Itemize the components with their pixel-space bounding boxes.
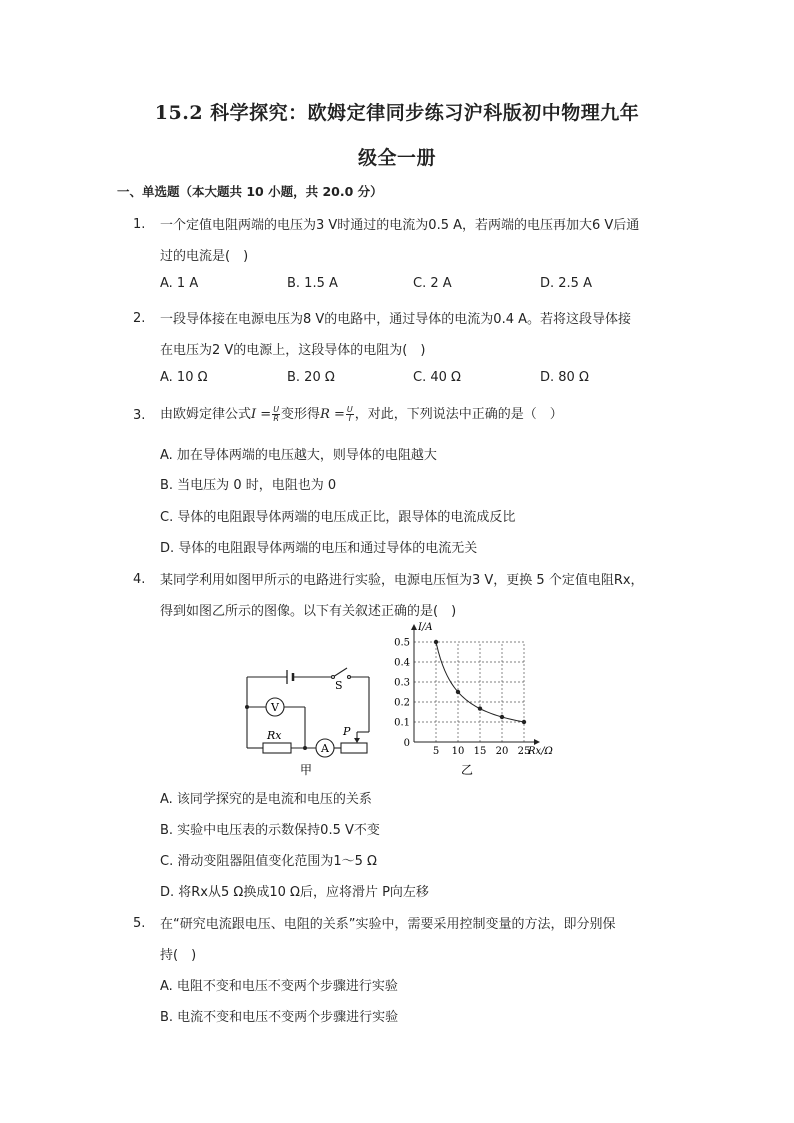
y-tick-label-3: 0.4 [394, 657, 410, 669]
doc-title-line1: 15.2 科学探究：欧姆定律同步练习沪科版初中物理九年 [154, 102, 640, 124]
question-1-number: 1. [133, 217, 146, 232]
question-5-option-a: A. 电阻不变和电压不变两个步骤进行实验 [160, 979, 398, 994]
formula-1-lhs: I = [251, 407, 272, 422]
data-point-3 [500, 715, 504, 719]
x-tick-label-0: 5 [432, 746, 440, 757]
question-3-post: ，对此，下列说法中正确的是（ ） [354, 407, 563, 422]
data-point-4 [522, 720, 526, 724]
question-4-number: 4. [133, 572, 146, 587]
y-tick-label-2: 0.3 [394, 677, 410, 689]
question-2-option-d: D. 80 Ω [540, 370, 589, 385]
formula-2-denominator: I [348, 414, 351, 423]
x-tick-label-4: 25 [517, 746, 531, 757]
section-heading: 一、单选题（本大题共 10 小题，共 20.0 分） [117, 184, 383, 199]
chart-caption: 乙 [460, 763, 474, 777]
question-3-option-d: D. 导体的电阻跟导体两端的电压和通过导体的电流无关 [160, 541, 478, 556]
formula-2-lhs: R = [320, 407, 345, 422]
question-3-option-a: A. 加在导体两端的电压越大，则导体的电阻越大 [160, 448, 437, 463]
question-4-option-a: A. 该同学探究的是电流和电压的关系 [160, 792, 372, 807]
switch-blade [333, 668, 347, 677]
question-1-option-b: B. 1.5 A [287, 276, 338, 291]
question-1-option-c: C. 2 A [413, 276, 452, 291]
junction-left [245, 705, 249, 709]
question-2-option-a: A. 10 Ω [160, 370, 208, 385]
formula-2-numerator: U [346, 405, 353, 414]
y-axis-arrow [411, 624, 417, 630]
question-1-option-d: D. 2.5 A [540, 276, 592, 291]
question-5-line1: 在“研究电流跟电压、电阻的关系”实验中，需要采用控制变量的方法，即分别保 [160, 917, 616, 932]
question-2-number: 2. [133, 311, 146, 326]
formula-1-fraction [272, 406, 280, 423]
question-4-option-b: B. 实验中电压表的示数保持0.5 V不变 [160, 823, 380, 838]
formula-1-denominator: R [273, 414, 279, 423]
question-1-line1: 一个定值电阻两端的电压为3 V时通过的电流为0.5 A，若两端的电压再加大6 V后通 [160, 218, 640, 233]
question-1-line2: 过的电流是( ) [160, 249, 249, 264]
voltmeter-label: V [271, 701, 279, 714]
question-4-option-d: D. 将Rx从5 Ω换成10 Ω后，应将滑片 P向左移 [160, 885, 429, 900]
ir-chart [380, 622, 560, 780]
data-point-0 [434, 640, 438, 644]
rheostat-label: P [343, 725, 351, 738]
ammeter-label: A [321, 742, 329, 755]
slider-arrow [354, 738, 360, 743]
x-tick-label-2: 15 [473, 746, 487, 757]
question-4-line1: 某同学利用如图甲所示的电路进行实验，电源电压恒为3 V，更换 5 个定值电阻Rx， [160, 573, 644, 588]
origin-label: 0 [403, 738, 410, 749]
question-2-line1: 一段导体接在电源电压为8 V的电路中，通过导体的电流为0.4 A。若将这段导体接 [160, 312, 631, 327]
question-2-option-c: C. 40 Ω [413, 370, 461, 385]
question-4-option-c: C. 滑动变阻器阻值变化范围为1～5 Ω [160, 854, 377, 869]
x-tick-label-1: 10 [451, 746, 465, 757]
doc-title-line2: 级全一册 [357, 147, 436, 169]
question-5-number: 5. [133, 916, 146, 931]
x-axis-arrow [534, 739, 540, 745]
question-5-option-b: B. 电流不变和电压不变两个步骤进行实验 [160, 1010, 399, 1025]
y-tick-label-1: 0.2 [394, 697, 410, 709]
switch-label: S [335, 679, 343, 692]
question-2-option-b: B. 20 Ω [287, 370, 335, 385]
question-4-line2: 得到如图乙所示的图像。以下有关叙述正确的是( ) [160, 604, 457, 619]
junction-bottom [303, 746, 307, 750]
x-tick-label-3: 20 [495, 746, 509, 757]
question-3-stem [160, 403, 563, 423]
y-axis-label: I/A [418, 622, 433, 633]
x-axis-label: Rx/Ω [528, 746, 553, 757]
rheostat-body [341, 743, 367, 753]
question-2-line2: 在电压为2 V的电源上，这段导体的电阻为( ) [160, 343, 426, 358]
question-1-option-a: A. 1 A [160, 276, 199, 291]
y-tick-label-0: 0.1 [394, 717, 410, 729]
formula-2-fraction [346, 406, 354, 423]
switch-contact-right [348, 676, 351, 679]
question-5-line2: 持( ) [160, 948, 197, 963]
resistor-label: Rx [267, 729, 282, 742]
question-3-pre: 由欧姆定律公式 [160, 407, 252, 422]
question-3-option-b: B. 当电压为 0 时，电阻也为 0 [160, 478, 337, 493]
circuit-caption: 甲 [300, 763, 313, 777]
question-3-mid: 变形得 [281, 407, 321, 422]
y-tick-label-4: 0.5 [394, 637, 410, 649]
data-point-1 [456, 690, 460, 694]
question-3-option-c: C. 导体的电阻跟导体两端的电压成正比，跟导体的电流成反比 [160, 510, 516, 525]
data-point-2 [478, 706, 482, 710]
circuit-diagram [235, 632, 385, 782]
resistor-rx [263, 743, 291, 753]
formula-1-numerator: U [273, 405, 280, 414]
question-3-number: 3. [133, 408, 146, 423]
